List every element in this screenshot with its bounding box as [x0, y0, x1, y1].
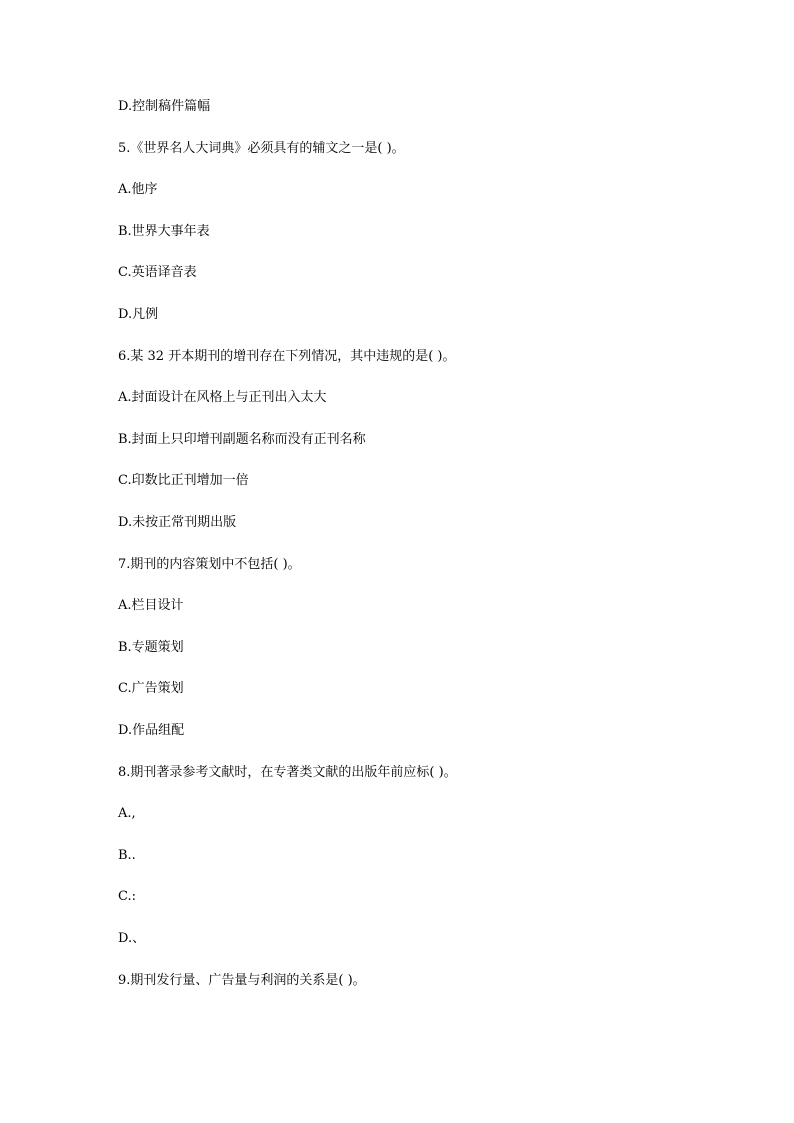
question-8: 8.期刊著录参考文献时，在专著类文献的出版年前应标( )。: [118, 765, 457, 780]
option-7c: C.广告策划: [118, 681, 184, 696]
option-6a: A.封面设计在风格上与正刊出入太大: [118, 390, 327, 405]
option-5a: A.他序: [118, 182, 158, 197]
option-7d: D.作品组配: [118, 723, 185, 738]
option-5b: B.世界大事年表: [118, 224, 210, 239]
option-6b: B.封面上只印增刊副题名称而没有正刊名称: [118, 432, 366, 447]
option-6c: C.印数比正刊增加一倍: [118, 473, 249, 488]
option-7a: A.栏目设计: [118, 598, 184, 613]
option-8b: B..: [118, 848, 136, 863]
question-6: 6.某 32 开本期刊的增刊存在下列情况，其中违规的是( )。: [118, 349, 456, 364]
option-4d: D.控制稿件篇幅: [118, 99, 211, 114]
option-7b: B.专题策划: [118, 640, 184, 655]
option-5c: C.英语译音表: [118, 265, 197, 280]
question-5: 5.《世界名人大词典》必须具有的辅文之一是( )。: [118, 141, 405, 156]
option-8c: C.:: [118, 889, 136, 904]
option-8a: A.,: [118, 806, 136, 821]
option-8d: D.、: [118, 931, 146, 946]
option-6d: D.未按正常刊期出版: [118, 515, 237, 530]
option-5d: D.凡例: [118, 307, 159, 322]
question-9: 9.期刊发行量、广告量与利润的关系是( )。: [118, 973, 366, 988]
question-7: 7.期刊的内容策划中不包括( )。: [118, 557, 301, 572]
